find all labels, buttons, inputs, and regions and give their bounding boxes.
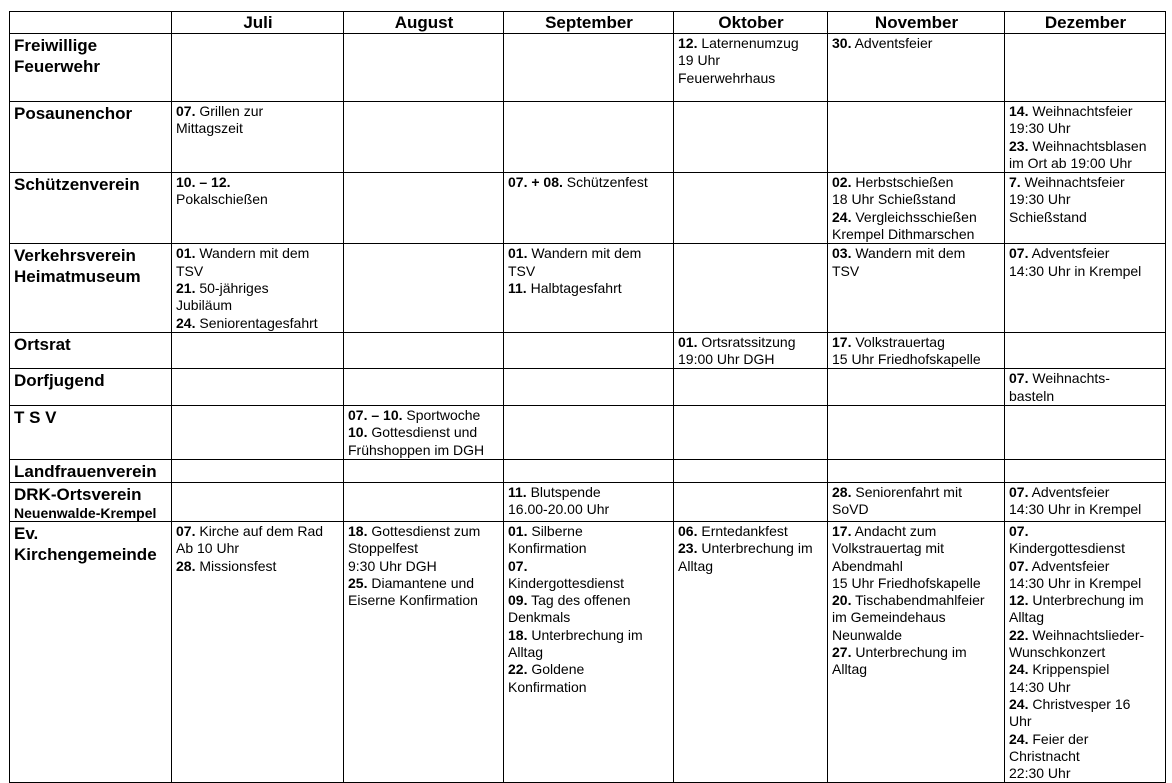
event-entry — [1009, 370, 1162, 405]
month-cell — [1005, 102, 1166, 173]
event-date: 11. — [508, 279, 527, 296]
event-date: 28. — [832, 483, 852, 500]
organization-sublabel: Neuenwalde-Krempel — [14, 504, 157, 521]
calendar-body — [10, 34, 1166, 783]
event-date: 07. – 10. — [348, 407, 403, 424]
event-date: 01. — [678, 333, 698, 350]
organization-row — [10, 173, 1166, 244]
event-entry — [348, 575, 500, 610]
event-calendar-table — [9, 11, 1166, 783]
event-date: 11. — [508, 483, 527, 500]
organization-label: Schützenverein — [14, 175, 140, 195]
organization-label: Ev. Kirchengemeinde — [14, 523, 157, 564]
month-cell — [504, 482, 674, 521]
organization-row — [10, 369, 1166, 406]
event-entry — [176, 280, 340, 315]
month-cell — [674, 521, 828, 782]
event-entry — [1009, 103, 1162, 138]
event-date: 18. — [348, 522, 368, 539]
month-cell — [344, 406, 504, 460]
event-text: Adventsfeier 14:30 Uhr in Krempel — [1009, 483, 1142, 518]
event-date: 09. — [508, 592, 528, 609]
event-entry — [832, 334, 1001, 369]
event-text: 50-jähriges Jubiläum — [176, 279, 269, 314]
organization-row — [10, 102, 1166, 173]
event-text: Missionsfest — [195, 557, 277, 574]
month-cell — [172, 332, 344, 369]
event-entry — [678, 35, 824, 87]
event-entry — [678, 540, 824, 575]
organization-label: T S V — [14, 408, 57, 428]
event-entry — [508, 245, 670, 280]
event-date: 01. — [508, 245, 528, 262]
event-date: 12. — [678, 35, 698, 51]
event-date: 03. — [832, 245, 852, 262]
event-date: 22. — [508, 661, 528, 678]
event-text: Gottesdienst zum Stoppelfest 9:30 Uhr DGH — [348, 522, 481, 574]
organization-label: DRK-Ortsverein — [14, 484, 142, 504]
event-date: 24. — [176, 314, 196, 331]
event-date: 24. — [1009, 661, 1029, 678]
event-text: Unterbrechung im Alltag — [678, 540, 813, 574]
organization-row — [10, 332, 1166, 369]
organization-name — [10, 482, 172, 521]
event-text: Goldene Konfirmation — [508, 661, 587, 695]
event-text: Gottesdienst und Frühshoppen im DGH — [348, 424, 485, 458]
event-entry — [176, 174, 340, 209]
month-cell — [1005, 521, 1166, 782]
event-text: Feier der Christnacht 22:30 Uhr — [1009, 730, 1089, 782]
month-cell — [344, 459, 504, 482]
event-text: Grillen zur Mittagszeit — [176, 103, 264, 137]
event-text: Laternenumzug 19 Uhr Feuerwehrhaus — [678, 35, 799, 86]
month-cell — [504, 102, 674, 173]
month-cell — [504, 521, 674, 782]
event-date: 10. – 12. — [176, 174, 231, 191]
organization-row — [10, 482, 1166, 521]
organization-name — [10, 34, 172, 102]
month-cell — [344, 521, 504, 782]
event-entry — [1009, 245, 1162, 280]
event-text: Sportwoche — [402, 407, 481, 424]
month-cell — [344, 34, 504, 102]
event-text: Wandern mit dem TSV — [832, 245, 966, 279]
organization-name — [10, 244, 172, 332]
month-cell — [172, 459, 344, 482]
event-date: 17. — [832, 522, 852, 539]
month-cell — [1005, 459, 1166, 482]
event-text: Wandern mit dem TSV — [508, 245, 642, 279]
event-entry — [832, 245, 1001, 280]
event-text: Blutspende 16.00-20.00 Uhr — [508, 483, 610, 518]
event-date: 07. — [1009, 483, 1029, 500]
corner-cell — [10, 12, 172, 34]
event-entry — [1009, 731, 1162, 783]
month-cell — [674, 332, 828, 369]
event-text: Diamantene und Eiserne Konfirmation — [348, 574, 478, 609]
month-cell — [172, 244, 344, 332]
event-text: Seniorenfahrt mit SoVD — [832, 483, 962, 518]
event-text: Herbstschießen 18 Uhr Schießstand — [832, 174, 956, 208]
event-date: 07. — [176, 103, 196, 119]
event-date: 07. + 08. — [508, 174, 563, 191]
month-cell — [674, 482, 828, 521]
organization-name — [10, 102, 172, 173]
event-date: 12. — [1009, 592, 1029, 609]
event-entry — [176, 245, 340, 280]
event-entry — [1009, 484, 1162, 519]
event-entry — [1009, 627, 1162, 662]
event-entry — [1009, 138, 1162, 173]
event-date: 07. — [1009, 557, 1029, 574]
organization-row — [10, 459, 1166, 482]
month-cell — [674, 459, 828, 482]
event-entry — [1009, 558, 1162, 593]
event-entry — [508, 627, 670, 662]
event-entry — [832, 174, 1001, 209]
event-text: Volkstrauertag 15 Uhr Friedhofskapelle — [832, 333, 981, 368]
organization-label: Ortsrat — [14, 334, 71, 354]
event-entry — [348, 407, 500, 424]
event-text: Weihnachtslieder- Wunschkonzert — [1009, 626, 1145, 661]
month-cell — [828, 173, 1005, 244]
event-text: Vergleichsschießen Krempel Dithmarschen — [832, 208, 977, 243]
event-date: 23. — [1009, 137, 1029, 154]
month-cell — [1005, 244, 1166, 332]
event-entry — [176, 558, 340, 575]
month-cell — [344, 173, 504, 244]
event-text: Unterbrechung im Alltag — [508, 626, 643, 661]
month-cell — [674, 406, 828, 460]
organization-label: Freiwillige Feuerwehr — [14, 36, 100, 76]
month-cell — [504, 369, 674, 406]
event-date: 30. — [832, 35, 852, 51]
month-header: November — [828, 12, 1005, 34]
event-date: 7. — [1009, 174, 1021, 191]
event-entry — [508, 280, 670, 297]
month-cell — [172, 406, 344, 460]
event-text: Tag des offenen Denkmals — [508, 592, 631, 626]
month-cell — [828, 482, 1005, 521]
event-text: Christvesper 16 Uhr — [1009, 695, 1131, 730]
month-cell — [828, 244, 1005, 332]
month-cell — [828, 459, 1005, 482]
organization-label: Landfrauenverein — [14, 461, 157, 481]
organization-name — [10, 406, 172, 460]
event-date: 01. — [508, 522, 528, 539]
event-entry — [508, 558, 670, 593]
event-entry — [348, 424, 500, 459]
month-cell — [172, 173, 344, 244]
month-cell — [674, 244, 828, 332]
month-cell — [1005, 482, 1166, 521]
month-cell — [504, 459, 674, 482]
month-cell — [504, 332, 674, 369]
event-entry — [832, 644, 1001, 679]
event-entry — [508, 484, 670, 519]
event-text: Tischabendmahlfeier im Gemeindehaus Neunwalde — [832, 592, 985, 643]
month-cell — [828, 332, 1005, 369]
month-cell — [1005, 34, 1166, 102]
event-text: Unterbrechung im Alltag — [832, 644, 967, 678]
event-date: 21. — [176, 279, 196, 296]
event-date: 07. — [1009, 370, 1029, 387]
month-cell — [674, 102, 828, 173]
event-text: Unterbrechung im Alltag — [1009, 592, 1144, 626]
event-text: Ortsratssitzung 19:00 Uhr DGH — [678, 333, 796, 368]
month-cell — [828, 369, 1005, 406]
month-cell — [828, 406, 1005, 460]
event-text: Adventsfeier — [851, 35, 933, 51]
event-entry — [1009, 523, 1162, 558]
organization-name — [10, 332, 172, 369]
event-date: 27. — [832, 644, 852, 661]
event-text: Erntedankfest — [697, 522, 788, 539]
organization-label: Posaunenchor — [14, 104, 133, 123]
event-entry — [832, 484, 1001, 519]
event-text: Adventsfeier 14:30 Uhr in Krempel — [1009, 557, 1142, 591]
organization-label: Verkehrsverein Heimatmuseum — [14, 246, 141, 287]
organization-row — [10, 244, 1166, 332]
event-text: Pokalschießen — [176, 191, 268, 208]
month-cell — [504, 34, 674, 102]
month-cell — [828, 34, 1005, 102]
month-cell — [504, 406, 674, 460]
event-text: Silberne Konfirmation — [508, 522, 587, 557]
month-header: Oktober — [674, 12, 828, 34]
event-entry — [508, 661, 670, 696]
event-date: 24. — [1009, 730, 1029, 747]
month-cell — [172, 482, 344, 521]
event-date: 10. — [348, 424, 368, 441]
event-entry — [508, 523, 670, 558]
event-text: Kindergottesdienst — [1009, 540, 1125, 557]
event-text: Schützenfest — [562, 174, 648, 191]
month-cell — [504, 173, 674, 244]
month-cell — [344, 102, 504, 173]
event-text: Weihnachtsblasen im Ort ab 19:00 Uhr — [1009, 137, 1147, 171]
month-cell — [172, 521, 344, 782]
month-cell — [1005, 369, 1166, 406]
event-text: Weihnachtsfeier 19:30 Uhr Schießstand — [1009, 174, 1125, 225]
event-text: Andacht zum Volkstrauertag mit Abendmahl 15 Uhr Friedhofskapelle — [832, 522, 981, 591]
event-date: 25. — [348, 574, 368, 591]
event-entry — [1009, 696, 1162, 731]
event-entry — [1009, 592, 1162, 627]
event-entry — [1009, 661, 1162, 696]
event-text: Adventsfeier 14:30 Uhr in Krempel — [1009, 245, 1142, 279]
event-date: 22. — [1009, 626, 1029, 643]
month-cell — [828, 102, 1005, 173]
month-cell — [674, 173, 828, 244]
event-date: 01. — [176, 245, 196, 262]
event-date: 07. — [508, 557, 528, 574]
event-date: 24. — [832, 208, 852, 225]
organization-name — [10, 173, 172, 244]
month-cell — [344, 369, 504, 406]
event-text: Krippenspiel 14:30 Uhr — [1009, 661, 1110, 695]
event-text: Weihnachts- basteln — [1009, 370, 1110, 404]
event-entry — [348, 523, 500, 575]
event-text: Kirche auf dem Rad Ab 10 Uhr — [176, 522, 324, 557]
month-cell — [172, 34, 344, 102]
month-cell — [1005, 332, 1166, 369]
event-entry — [832, 209, 1001, 244]
event-date: 07. — [1009, 245, 1029, 262]
organization-label: Dorfjugend — [14, 371, 105, 391]
event-date: 20. — [832, 592, 852, 609]
event-text: Kindergottesdienst — [508, 574, 624, 591]
month-cell — [504, 244, 674, 332]
event-entry — [176, 315, 340, 332]
event-entry — [832, 35, 1001, 52]
month-cell — [674, 369, 828, 406]
event-date: 07. — [176, 522, 196, 539]
event-date: 17. — [832, 333, 852, 350]
event-entry — [832, 523, 1001, 592]
event-date: 02. — [832, 174, 852, 191]
month-cell — [172, 102, 344, 173]
event-entry — [832, 592, 1001, 644]
month-header: September — [504, 12, 674, 34]
organization-row — [10, 521, 1166, 782]
event-entry — [678, 523, 824, 540]
event-date: 28. — [176, 557, 196, 574]
month-cell — [1005, 406, 1166, 460]
event-text: Wandern mit dem TSV — [176, 245, 310, 279]
organization-row — [10, 34, 1166, 102]
organization-name — [10, 459, 172, 482]
event-date: 06. — [678, 522, 698, 539]
event-text: Halbtagesfahrt — [526, 279, 622, 296]
event-entry — [176, 103, 340, 138]
event-date: 23. — [678, 540, 698, 557]
event-text: Seniorentagesfahrt — [195, 314, 318, 331]
event-date: 14. — [1009, 103, 1029, 119]
month-cell — [344, 332, 504, 369]
organization-name — [10, 369, 172, 406]
event-date: 07. — [1009, 522, 1029, 539]
month-cell — [344, 244, 504, 332]
event-date: 18. — [508, 626, 528, 643]
month-header: Juli — [172, 12, 344, 34]
event-entry — [1009, 174, 1162, 226]
organization-row — [10, 406, 1166, 460]
organization-name — [10, 521, 172, 782]
month-cell — [172, 369, 344, 406]
event-entry — [678, 334, 824, 369]
event-entry — [176, 523, 340, 558]
month-cell — [674, 34, 828, 102]
month-header-row — [10, 12, 1166, 34]
event-text: Weihnachtsfeier 19:30 Uhr — [1009, 103, 1133, 137]
month-cell — [1005, 173, 1166, 244]
month-cell — [828, 521, 1005, 782]
event-date: 24. — [1009, 695, 1029, 712]
month-header: August — [344, 12, 504, 34]
event-entry — [508, 174, 670, 191]
month-cell — [344, 482, 504, 521]
month-header: Dezember — [1005, 12, 1166, 34]
event-entry — [508, 592, 670, 627]
